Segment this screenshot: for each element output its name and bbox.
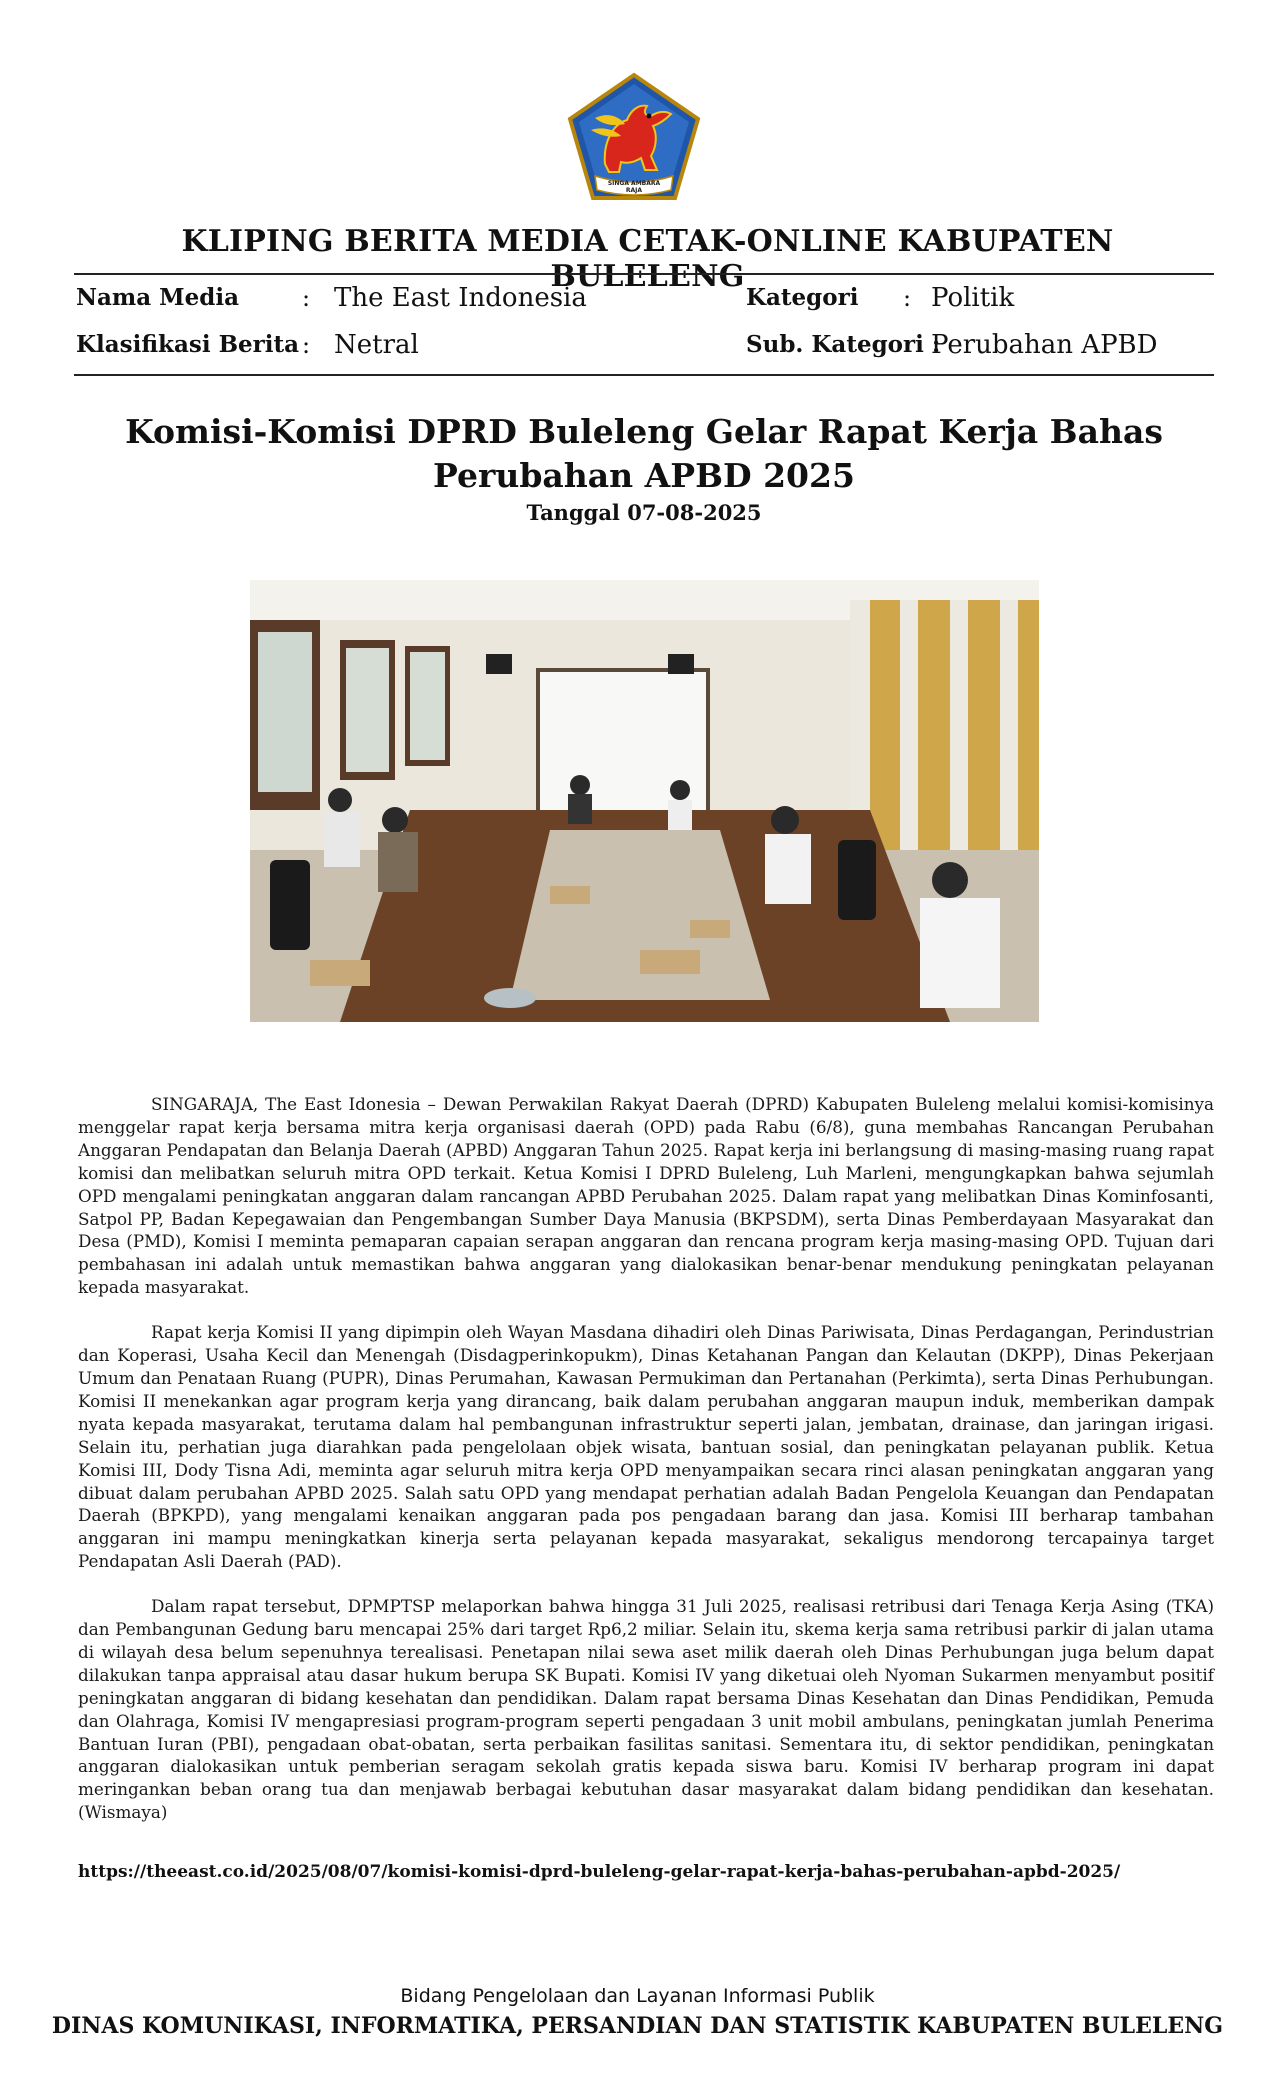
klasifikasi-value: Netral <box>334 330 419 360</box>
media-colon: : <box>302 284 311 312</box>
header-rule-bottom <box>74 374 1214 376</box>
buleleng-crest-icon <box>565 72 703 206</box>
source-url[interactable]: https://theeast.co.id/2025/08/07/komisi-komisi-dprd-buleleng-gelar-rapat-kerja-bahas-perubahan-apbd-2025/ <box>78 1862 1121 1882</box>
clipping-heading: KLIPING BERITA MEDIA CETAK-ONLINE KABUPATEN BULELENG <box>181 224 1114 294</box>
logo-motto: SINGA AMBARA RAJA <box>607 180 661 194</box>
footer-agency: DINAS KOMUNIKASI, INFORMATIKA, PERSANDIAN DAN STATISTIK KABUPATEN BULELENG <box>51 2013 1224 2039</box>
kategori-value: Politik <box>931 283 1015 313</box>
kategori-colon: : <box>903 284 912 312</box>
kategori-label: Kategori <box>746 284 859 311</box>
media-label: Nama Media <box>76 284 239 311</box>
klasifikasi-colon: : <box>302 331 311 359</box>
klasifikasi-label: Klasifikasi Berita <box>76 331 300 358</box>
article-title: Komisi-Komisi DPRD Buleleng Gelar Rapat Kerja Bahas Perubahan APBD 2025 <box>125 412 1163 495</box>
article-paragraph: Dalam rapat tersebut, DPMPTSP melaporkan bahwa hingga 31 Juli 2025, realisasi retribusi dari Tenaga Kerja Asing (TKA) dan Pembangunan Gedung baru mencapai 25% dari target Rp6,2 miliar. Selain itu, skema kerja sama retribusi parkir di jalan utama di wilayah desa belum sepenuhnya terealisasi. Penetapan nilai sewa aset milik daerah oleh Dinas Perhubungan juga belum dapat dilakukan tanpa appraisal atau dasar hukum berupa SK Bupati. Komisi IV yang diketuai oleh Nyoman Sukarmen menyambut positif peningkatan anggaran di bidang kesehatan dan pendidikan. Dalam rapat bersama Dinas Kesehatan dan Dinas Pendidikan, Pemuda dan Olahraga, Komisi IV mengapresiasi program-program seperti pengadaan 3 unit mobil ambulans, peningkatan jumlah Penerima Bantuan Iuran (PBI), pengadaan obat-obatan, serta perbaikan fasilitas sanitasi. Sementara itu, di sektor pendidikan, peningkatan anggaran dialokasikan untuk pemberian seragam sekolah gratis kepada siswa baru. Komisi IV berharap program ini dapat meringankan beban orang tua dan menjawab berbagai kebutuhan dasar masyarakat dalam bidang pendidikan dan kesehatan.(Wismaya) <box>78 1596 1214 1823</box>
media-value: The East Indonesia <box>334 283 587 313</box>
article-paragraph: SINGARAJA, The East Idonesia – Dewan Perwakilan Rakyat Daerah (DPRD) Kabupaten Buleleng melalui komisi-komisinya menggelar rapat kerja bersama mitra kerja organisasi daerah (OPD) pada Rabu (6/8), guna membahas Rancangan Perubahan Anggaran Pendapatan dan Belanja Daerah (APBD) Anggaran Tahun 2025. Rapat kerja ini berlangsung di masing-masing ruang rapat komisi dan melibatkan seluruh mitra OPD terkait. Ketua Komisi I DPRD Buleleng, Luh Marleni, mengungkapkan bahwa sejumlah OPD mengalami peningkatan anggaran dalam rancangan APBD Perubahan 2025. Dalam rapat yang melibatkan Dinas Kominfosanti, Satpol PP, Badan Kepegawaian dan Pengembangan Sumber Daya Manusia (BKPSDM), serta Dinas Pemberdayaan Masyarakat dan Desa (PMD), Komisi I meminta pemaparan capaian serapan anggaran dan rencana program kerja masing-masing OPD. Tujuan dari pembahasan ini adalah untuk memastikan bahwa anggaran yang dialokasikan benar-benar mendukung peningkatan pelayanan kepada masyarakat. <box>78 1094 1214 1298</box>
article-date: Tanggal 07-08-2025 <box>526 500 762 525</box>
footer-division: Bidang Pengelolaan dan Layanan Informasi Publik <box>400 1985 875 2007</box>
meeting-room-photo <box>250 580 1039 1022</box>
subkategori-label: Sub. Kategori : <box>746 331 941 358</box>
article-body <box>78 1093 1214 1846</box>
header-rule-top <box>74 273 1214 275</box>
article-paragraph: Rapat kerja Komisi II yang dipimpin oleh Wayan Masdana dihadiri oleh Dinas Pariwisata, Dinas Perdagangan, Perindustrian dan Koperasi, Usaha Kecil dan Menengah (Disdagperinkopukm), Dinas Ketahanan Pangan dan Kelautan (DKPP), Dinas Pekerjaan Umum dan Penataan Ruang (PUPR), Dinas Perumahan, Kawasan Permukiman dan Pertanahan (Perkimta), serta Dinas Perhubungan. Komisi II menekankan agar program kerja yang dirancang, baik dalam perubahan anggaran maupun induk, memberikan dampak nyata kepada masyarakat, terutama dalam hal pembangunan infrastruktur seperti jalan, jembatan, drainase, dan jaringan irigasi. Selain itu, perhatian juga diarahkan pada pengelolaan objek wisata, bantuan sosial, dan peningkatan pelayanan publik. Ketua Komisi III, Dody Tisna Adi, meminta agar seluruh mitra kerja OPD menyampaikan secara rinci alasan peningkatan anggaran yang dibuat dalam perubahan APBD 2025. Salah satu OPD yang mendapat perhatian adalah Badan Pengelola Keuangan dan Pendapatan Daerah (BPKPD), yang mengalami kenaikan anggaran pada pos pengadaan barang dan jasa. Komisi III berharap tambahan anggaran ini mampu meningkatkan kinerja serta pelayanan kepada masyarakat, sekaligus mendorong tercapainya target Pendapatan Asli Daerah (PAD). <box>78 1322 1214 1572</box>
subkategori-value: Perubahan APBD <box>931 330 1158 360</box>
